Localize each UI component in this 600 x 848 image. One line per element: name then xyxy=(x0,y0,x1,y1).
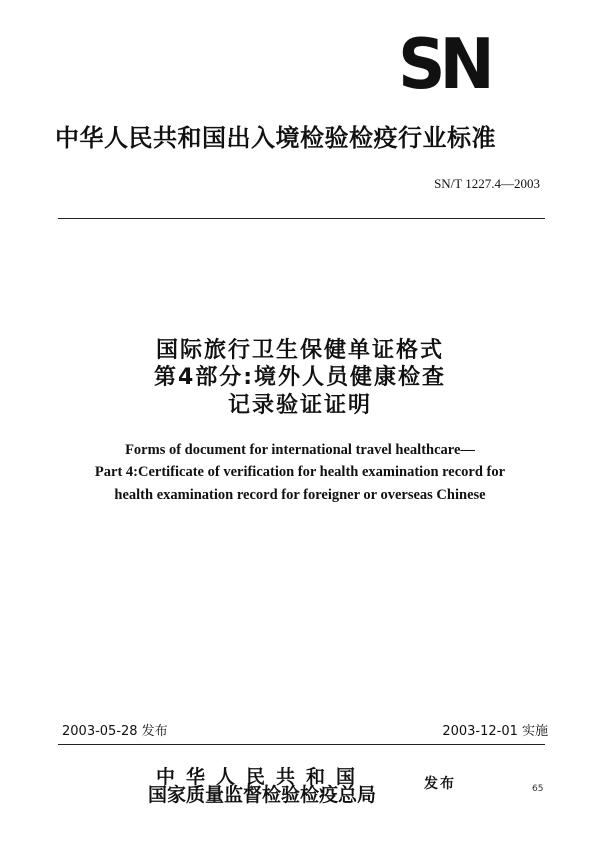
top-divider xyxy=(58,218,545,219)
standard-organization-title: 中华人民共和国出入境检验检疫行业标准 xyxy=(55,124,496,152)
issuer-line-2: 国家质量监督检验检疫总局 xyxy=(148,784,377,806)
page-number: 65 xyxy=(532,784,544,794)
title-en-line-3: health examination record for foreigner or overseas Chinese xyxy=(114,487,486,503)
issue-date: 2003-05-28 发布 xyxy=(62,724,168,739)
title-zh-line-1: 国际旅行卫生保健单证格式 xyxy=(155,338,444,363)
title-zh-line-2: 第4部分:境外人员健康检查 xyxy=(153,365,447,390)
issued-label: 发布 xyxy=(424,776,456,792)
title-en-line-1: Forms of document for international travel healthcare— xyxy=(125,442,475,458)
standard-code: SN/T 1227.4—2003 xyxy=(434,176,540,191)
issuer-line-1: 中华人民共和国 xyxy=(156,766,367,788)
bottom-divider xyxy=(58,744,545,745)
sn-logo: SN xyxy=(398,24,489,105)
title-en-line-2: Part 4:Certificate of verification for health examination record for xyxy=(94,464,506,480)
implementation-date: 2003-12-01 实施 xyxy=(442,724,548,739)
title-zh-line-3: 记录验证证明 xyxy=(227,393,372,418)
